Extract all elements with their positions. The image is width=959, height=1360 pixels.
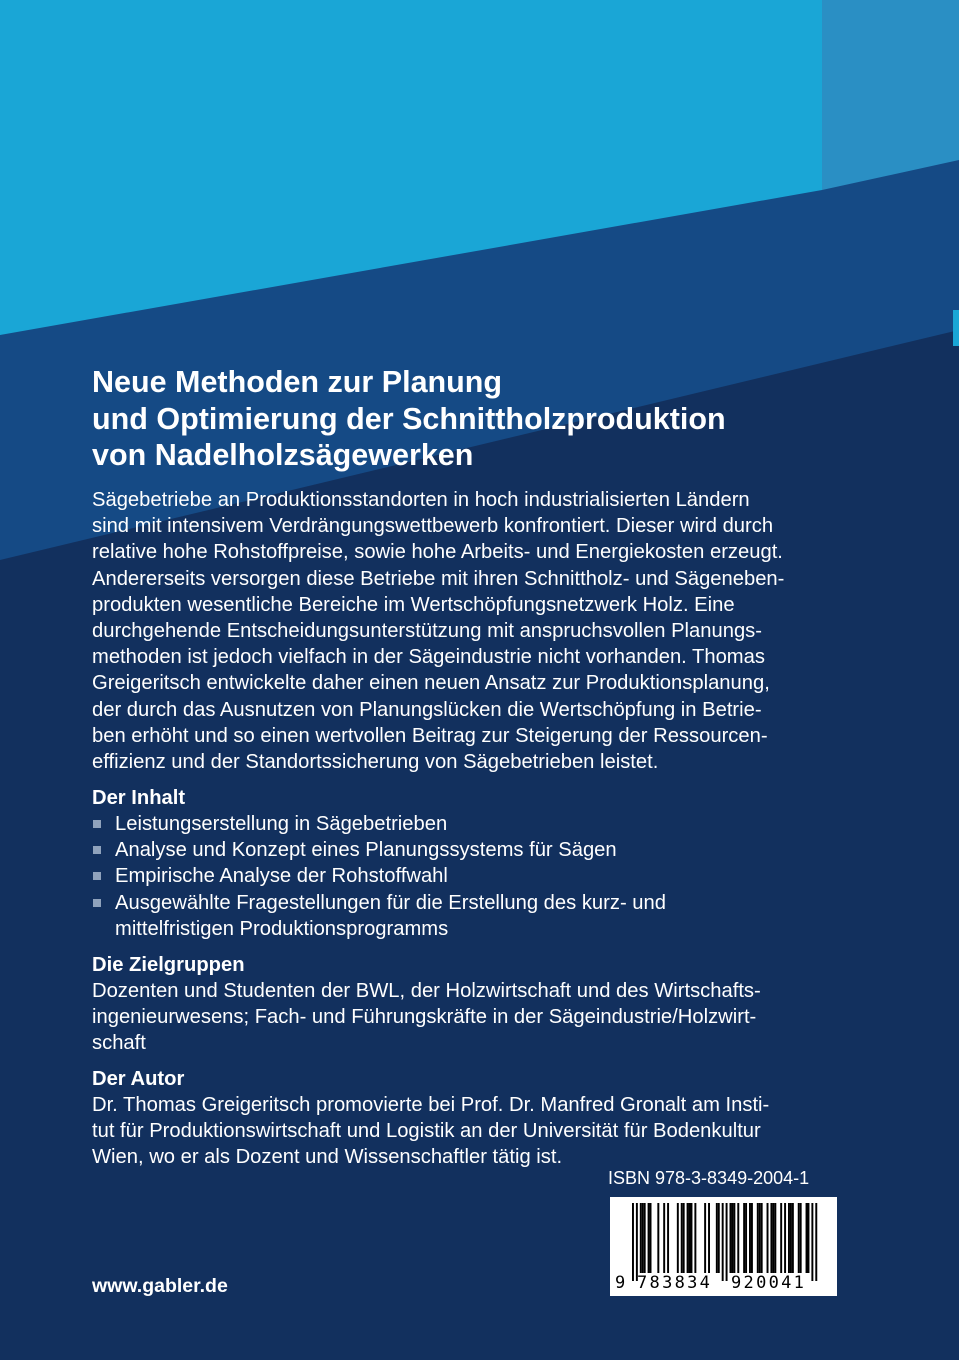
zielgruppen-text: [92, 978, 862, 1057]
website-link[interactable]: www.gabler.de: [92, 1275, 228, 1297]
title-line: Neue Methoden zur Planung: [92, 365, 503, 399]
description-line: relative hohe Rohstoffpreise, sowie hohe Arbeits- und Energiekosten erzeugt.: [92, 541, 783, 564]
zielgruppen-line: schaft: [92, 1032, 146, 1055]
autor-line: Wien, wo er als Dozent und Wissenschaftler tätig ist.: [92, 1146, 563, 1169]
bullet-icon: [93, 846, 101, 854]
barcode: [610, 1197, 837, 1296]
barcode-bar: [704, 1203, 706, 1273]
list-item: [92, 811, 862, 837]
isbn-label: ISBN 978-3-8349-2004-1: [608, 1168, 810, 1188]
barcode-bar: [757, 1203, 759, 1273]
barcode-bar: [681, 1203, 683, 1273]
description-line: Sägebetriebe an Produktionsstandorten in hoch industrialisierten Ländern: [92, 489, 750, 511]
barcode-bar: [808, 1203, 810, 1273]
barcode-bar: [677, 1203, 679, 1273]
barcode-bar: [770, 1203, 772, 1273]
autor-heading: Der Autor: [92, 1068, 185, 1090]
list-item-text: Leistungserstellung in Sägebetrieben: [115, 813, 448, 835]
barcode-bar: [667, 1203, 669, 1273]
barcode-bar: [780, 1203, 782, 1273]
list-item: [92, 837, 862, 863]
list-item-text: mittelfristigen Produktionsprogramms: [115, 917, 449, 940]
bullet-icon: [93, 872, 101, 880]
barcode-digit-group-left: 783834: [637, 1273, 713, 1293]
barcode-bar: [749, 1203, 751, 1273]
description-line: sind mit intensivem Verdrängungswettbewerb konfrontiert. Dieser wird durch: [92, 515, 774, 538]
description-line: produkten wesentliche Bereiche im Wertschöpfungsnetzwerk Holz. Eine: [92, 593, 735, 616]
list-item-text: Empirische Analyse der Rohstoffwahl: [115, 865, 448, 888]
description-line: methoden ist jedoch vielfach in der Sägeindustrie nicht vorhanden. Thomas: [92, 646, 765, 669]
list-item-text: Analyse und Konzept eines Planungssystems für Sägen: [115, 839, 617, 862]
barcode-bar: [716, 1203, 718, 1273]
barcode-guard-bar: [632, 1203, 634, 1281]
barcode-bar: [761, 1203, 763, 1273]
autor-line: Dr. Thomas Greigeritsch promovierte bei Prof. Dr. Manfred Gronalt am Insti-: [92, 1094, 770, 1116]
barcode-bar: [642, 1203, 644, 1273]
barcode-guard-bar: [636, 1203, 638, 1281]
barcode-bar: [745, 1203, 747, 1273]
bullet-icon: [93, 820, 101, 828]
barcode-digit-first: 9: [615, 1273, 628, 1293]
autor-text: [92, 1092, 862, 1171]
barcode-bar: [784, 1203, 786, 1273]
description-line: der durch das Ausnutzen von Planungslücken die Wertschöpfung in Betrie-: [92, 698, 762, 721]
zielgruppen-line: ingenieurwesens; Fach- und Führungskräfte in der Sägeindustrie/Holzwirt-: [92, 1006, 757, 1029]
barcode-bar: [790, 1203, 792, 1273]
barcode-bar: [691, 1203, 693, 1273]
barcode-bar: [640, 1203, 642, 1273]
title-line: und Optimierung der Schnittholzproduktion: [92, 401, 726, 436]
description-line: Andererseits versorgen diese Betriebe mit ihren Schnittholz- und Sägeneben-: [92, 567, 785, 590]
description-line: durchgehende Entscheidungsunterstützung mit anspruchsvollen Planungs-: [92, 620, 762, 643]
list-item-text: Ausgewählte Fragestellungen für die Erstellung des kurz- und: [115, 891, 666, 914]
barcode-bar: [708, 1203, 710, 1273]
barcode-digit-group-right: 920041: [731, 1273, 807, 1293]
barcode-bar: [772, 1203, 774, 1273]
barcode-guard-bar: [811, 1203, 813, 1281]
barcode-bar: [663, 1203, 665, 1273]
barcode-bar: [743, 1203, 745, 1273]
barcode-bar: [730, 1203, 732, 1273]
barcode-bar: [788, 1203, 790, 1273]
zielgruppen-line: Dozenten und Studenten der BWL, der Holzwirtschaft und des Wirtschafts-: [92, 980, 761, 1002]
barcode-guard-bar: [815, 1203, 817, 1281]
barcode-bar: [751, 1203, 753, 1273]
description-line: Greigeritsch entwickelte daher einen neuen Ansatz zur Produktionsplanung,: [92, 672, 770, 695]
barcode-bar: [800, 1203, 802, 1273]
edge-stripe: [953, 310, 959, 346]
barcode-bar: [683, 1203, 685, 1273]
barcode-bar: [806, 1203, 808, 1273]
barcode-bar: [759, 1203, 761, 1273]
barcode-guard-bar: [726, 1203, 728, 1281]
bullet-icon: [93, 899, 101, 907]
description: [92, 487, 862, 775]
barcode-bar: [731, 1203, 733, 1273]
barcode-bar: [798, 1203, 800, 1273]
barcode-guard-bar: [722, 1203, 724, 1281]
barcode-bar: [657, 1203, 659, 1273]
list-item: [92, 890, 862, 942]
barcode-bar: [687, 1203, 689, 1273]
barcode-bar: [792, 1203, 794, 1273]
description-line: ben erhöht und so einen wertvollen Beitrag zur Steigerung der Ressourcen-: [92, 724, 768, 747]
barcode-bar: [694, 1203, 696, 1273]
description-line: effizienz und der Standortssicherung von Sägebetrieben leistet.: [92, 751, 659, 774]
barcode-bar: [650, 1203, 652, 1273]
inhalt-list: [92, 811, 862, 942]
list-item: [92, 863, 862, 889]
barcode-bar: [774, 1203, 776, 1273]
barcode-bar: [733, 1203, 735, 1273]
title-line: von Nadelholzsägewerken: [92, 438, 474, 472]
barcode-bar: [737, 1203, 739, 1273]
autor-line: tut für Produktionswirtschaft und Logistik an der Universität für Bodenkultur: [92, 1120, 761, 1143]
barcode-bar: [648, 1203, 650, 1273]
book-title: [92, 364, 862, 474]
barcode-bar: [767, 1203, 769, 1273]
inhalt-heading: Der Inhalt: [92, 787, 186, 809]
zielgruppen-heading: Die Zielgruppen: [92, 954, 245, 976]
barcode-bar: [689, 1203, 691, 1273]
barcode-bar: [644, 1203, 646, 1273]
light-blue-panel-right: [822, 0, 959, 190]
barcode-bar: [718, 1203, 720, 1273]
